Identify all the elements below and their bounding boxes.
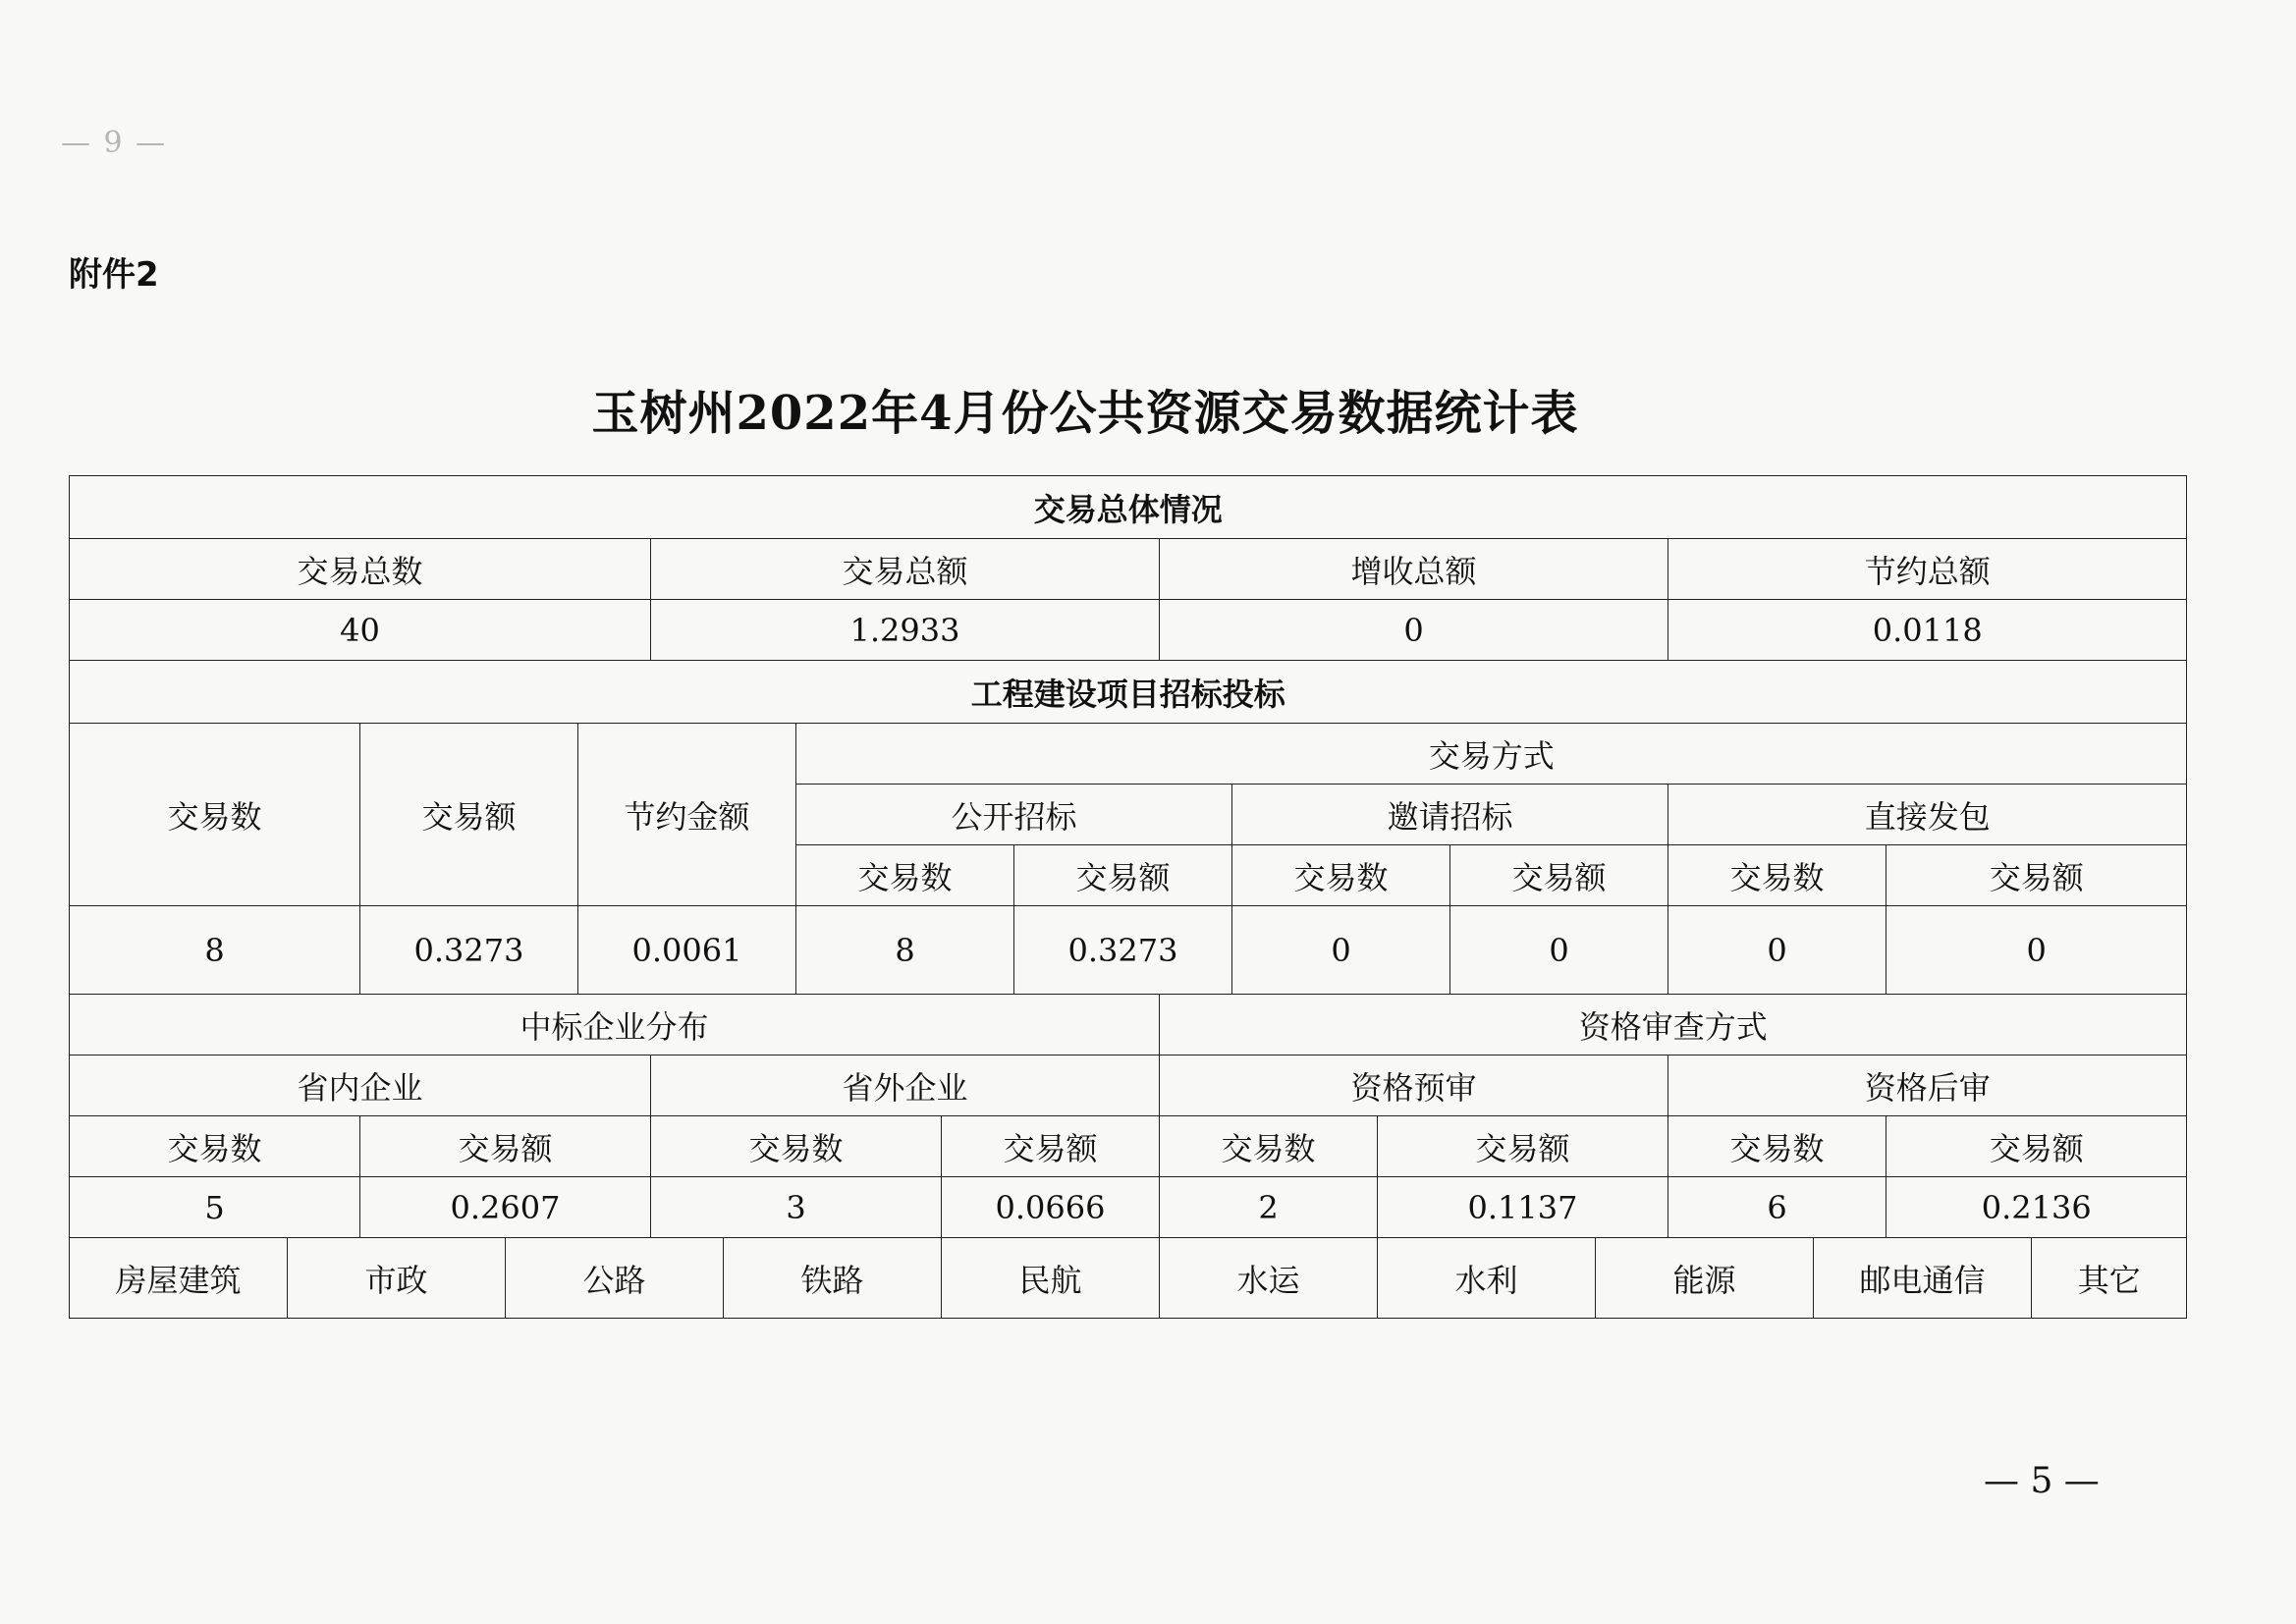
qualification-review-header: 资格审查方式 bbox=[1160, 995, 2187, 1056]
engineering-section-header: 工程建设项目招标投标 bbox=[70, 661, 2187, 724]
category-railway: 铁路 bbox=[724, 1238, 942, 1319]
previous-page-number-mark: — 9 — bbox=[61, 126, 168, 160]
in-province-amount-label: 交易额 bbox=[360, 1116, 651, 1177]
out-of-province-amount-label: 交易额 bbox=[942, 1116, 1160, 1177]
pre-qualification-amount-label: 交易额 bbox=[1378, 1116, 1668, 1177]
increased-revenue-label: 增收总额 bbox=[1160, 539, 1668, 600]
post-qualification-amount-value: 0.2136 bbox=[1886, 1177, 2187, 1238]
category-civil-aviation: 民航 bbox=[942, 1238, 1160, 1319]
out-of-province-amount-value: 0.0666 bbox=[942, 1177, 1160, 1238]
engineering-count-label: 交易数 bbox=[70, 724, 360, 906]
pre-qualification-count-value: 2 bbox=[1160, 1177, 1378, 1238]
transaction-method-header: 交易方式 bbox=[796, 724, 2187, 785]
direct-award-amount-label: 交易额 bbox=[1886, 845, 2187, 906]
engineering-amount-value: 0.3273 bbox=[360, 906, 578, 995]
engineering-count-value: 8 bbox=[70, 906, 360, 995]
direct-award-count-value: 0 bbox=[1668, 906, 1886, 995]
direct-award-count-label: 交易数 bbox=[1668, 845, 1886, 906]
total-count-value: 40 bbox=[70, 600, 651, 661]
total-count-label: 交易总数 bbox=[70, 539, 651, 600]
post-qualification-header: 资格后审 bbox=[1668, 1056, 2187, 1116]
category-other: 其它 bbox=[2032, 1238, 2187, 1319]
out-of-province-count-value: 3 bbox=[651, 1177, 942, 1238]
invited-tender-count-value: 0 bbox=[1232, 906, 1450, 995]
page-title: 玉树州2022年4月份公共资源交易数据统计表 bbox=[591, 386, 1579, 441]
open-tender-count-value: 8 bbox=[796, 906, 1014, 995]
category-water-conservancy: 水利 bbox=[1378, 1238, 1596, 1319]
post-qualification-count-label: 交易数 bbox=[1668, 1116, 1886, 1177]
post-qualification-count-value: 6 bbox=[1668, 1177, 1886, 1238]
out-of-province-header: 省外企业 bbox=[651, 1056, 1160, 1116]
in-province-amount-value: 0.2607 bbox=[360, 1177, 651, 1238]
engineering-saving-label: 节约金额 bbox=[578, 724, 796, 906]
open-tender-amount-label: 交易额 bbox=[1014, 845, 1232, 906]
total-amount-value: 1.2933 bbox=[651, 600, 1160, 661]
engineering-saving-value: 0.0061 bbox=[578, 906, 796, 995]
direct-award-amount-value: 0 bbox=[1886, 906, 2187, 995]
category-energy: 能源 bbox=[1596, 1238, 1814, 1319]
invited-tender-header: 邀请招标 bbox=[1232, 785, 1668, 845]
total-saving-label: 节约总额 bbox=[1668, 539, 2187, 600]
invited-tender-count-label: 交易数 bbox=[1232, 845, 1450, 906]
pre-qualification-header: 资格预审 bbox=[1160, 1056, 1668, 1116]
in-province-header: 省内企业 bbox=[70, 1056, 651, 1116]
engineering-amount-label: 交易额 bbox=[360, 724, 578, 906]
total-amount-label: 交易总额 bbox=[651, 539, 1160, 600]
in-province-count-value: 5 bbox=[70, 1177, 360, 1238]
in-province-count-label: 交易数 bbox=[70, 1116, 360, 1177]
invited-tender-amount-label: 交易额 bbox=[1450, 845, 1668, 906]
attachment-label: 附件2 bbox=[69, 255, 159, 295]
category-highway: 公路 bbox=[506, 1238, 724, 1319]
post-qualification-amount-label: 交易额 bbox=[1886, 1116, 2187, 1177]
statistics-table bbox=[69, 475, 2187, 1319]
increased-revenue-value: 0 bbox=[1160, 600, 1668, 661]
category-water-transport: 水运 bbox=[1160, 1238, 1378, 1319]
category-municipal: 市政 bbox=[288, 1238, 506, 1319]
out-of-province-count-label: 交易数 bbox=[651, 1116, 942, 1177]
category-post-telecom: 邮电通信 bbox=[1814, 1238, 2032, 1319]
invited-tender-amount-value: 0 bbox=[1450, 906, 1668, 995]
direct-award-header: 直接发包 bbox=[1668, 785, 2187, 845]
total-saving-value: 0.0118 bbox=[1668, 600, 2187, 661]
pre-qualification-count-label: 交易数 bbox=[1160, 1116, 1378, 1177]
pre-qualification-amount-value: 0.1137 bbox=[1378, 1177, 1668, 1238]
winning-bidder-distribution-header: 中标企业分布 bbox=[70, 995, 1160, 1056]
open-tender-count-label: 交易数 bbox=[796, 845, 1014, 906]
open-tender-header: 公开招标 bbox=[796, 785, 1232, 845]
page-number: — 5 — bbox=[1984, 1461, 2100, 1501]
open-tender-amount-value: 0.3273 bbox=[1014, 906, 1232, 995]
overview-section-header: 交易总体情况 bbox=[70, 476, 2187, 539]
category-housing: 房屋建筑 bbox=[70, 1238, 288, 1319]
